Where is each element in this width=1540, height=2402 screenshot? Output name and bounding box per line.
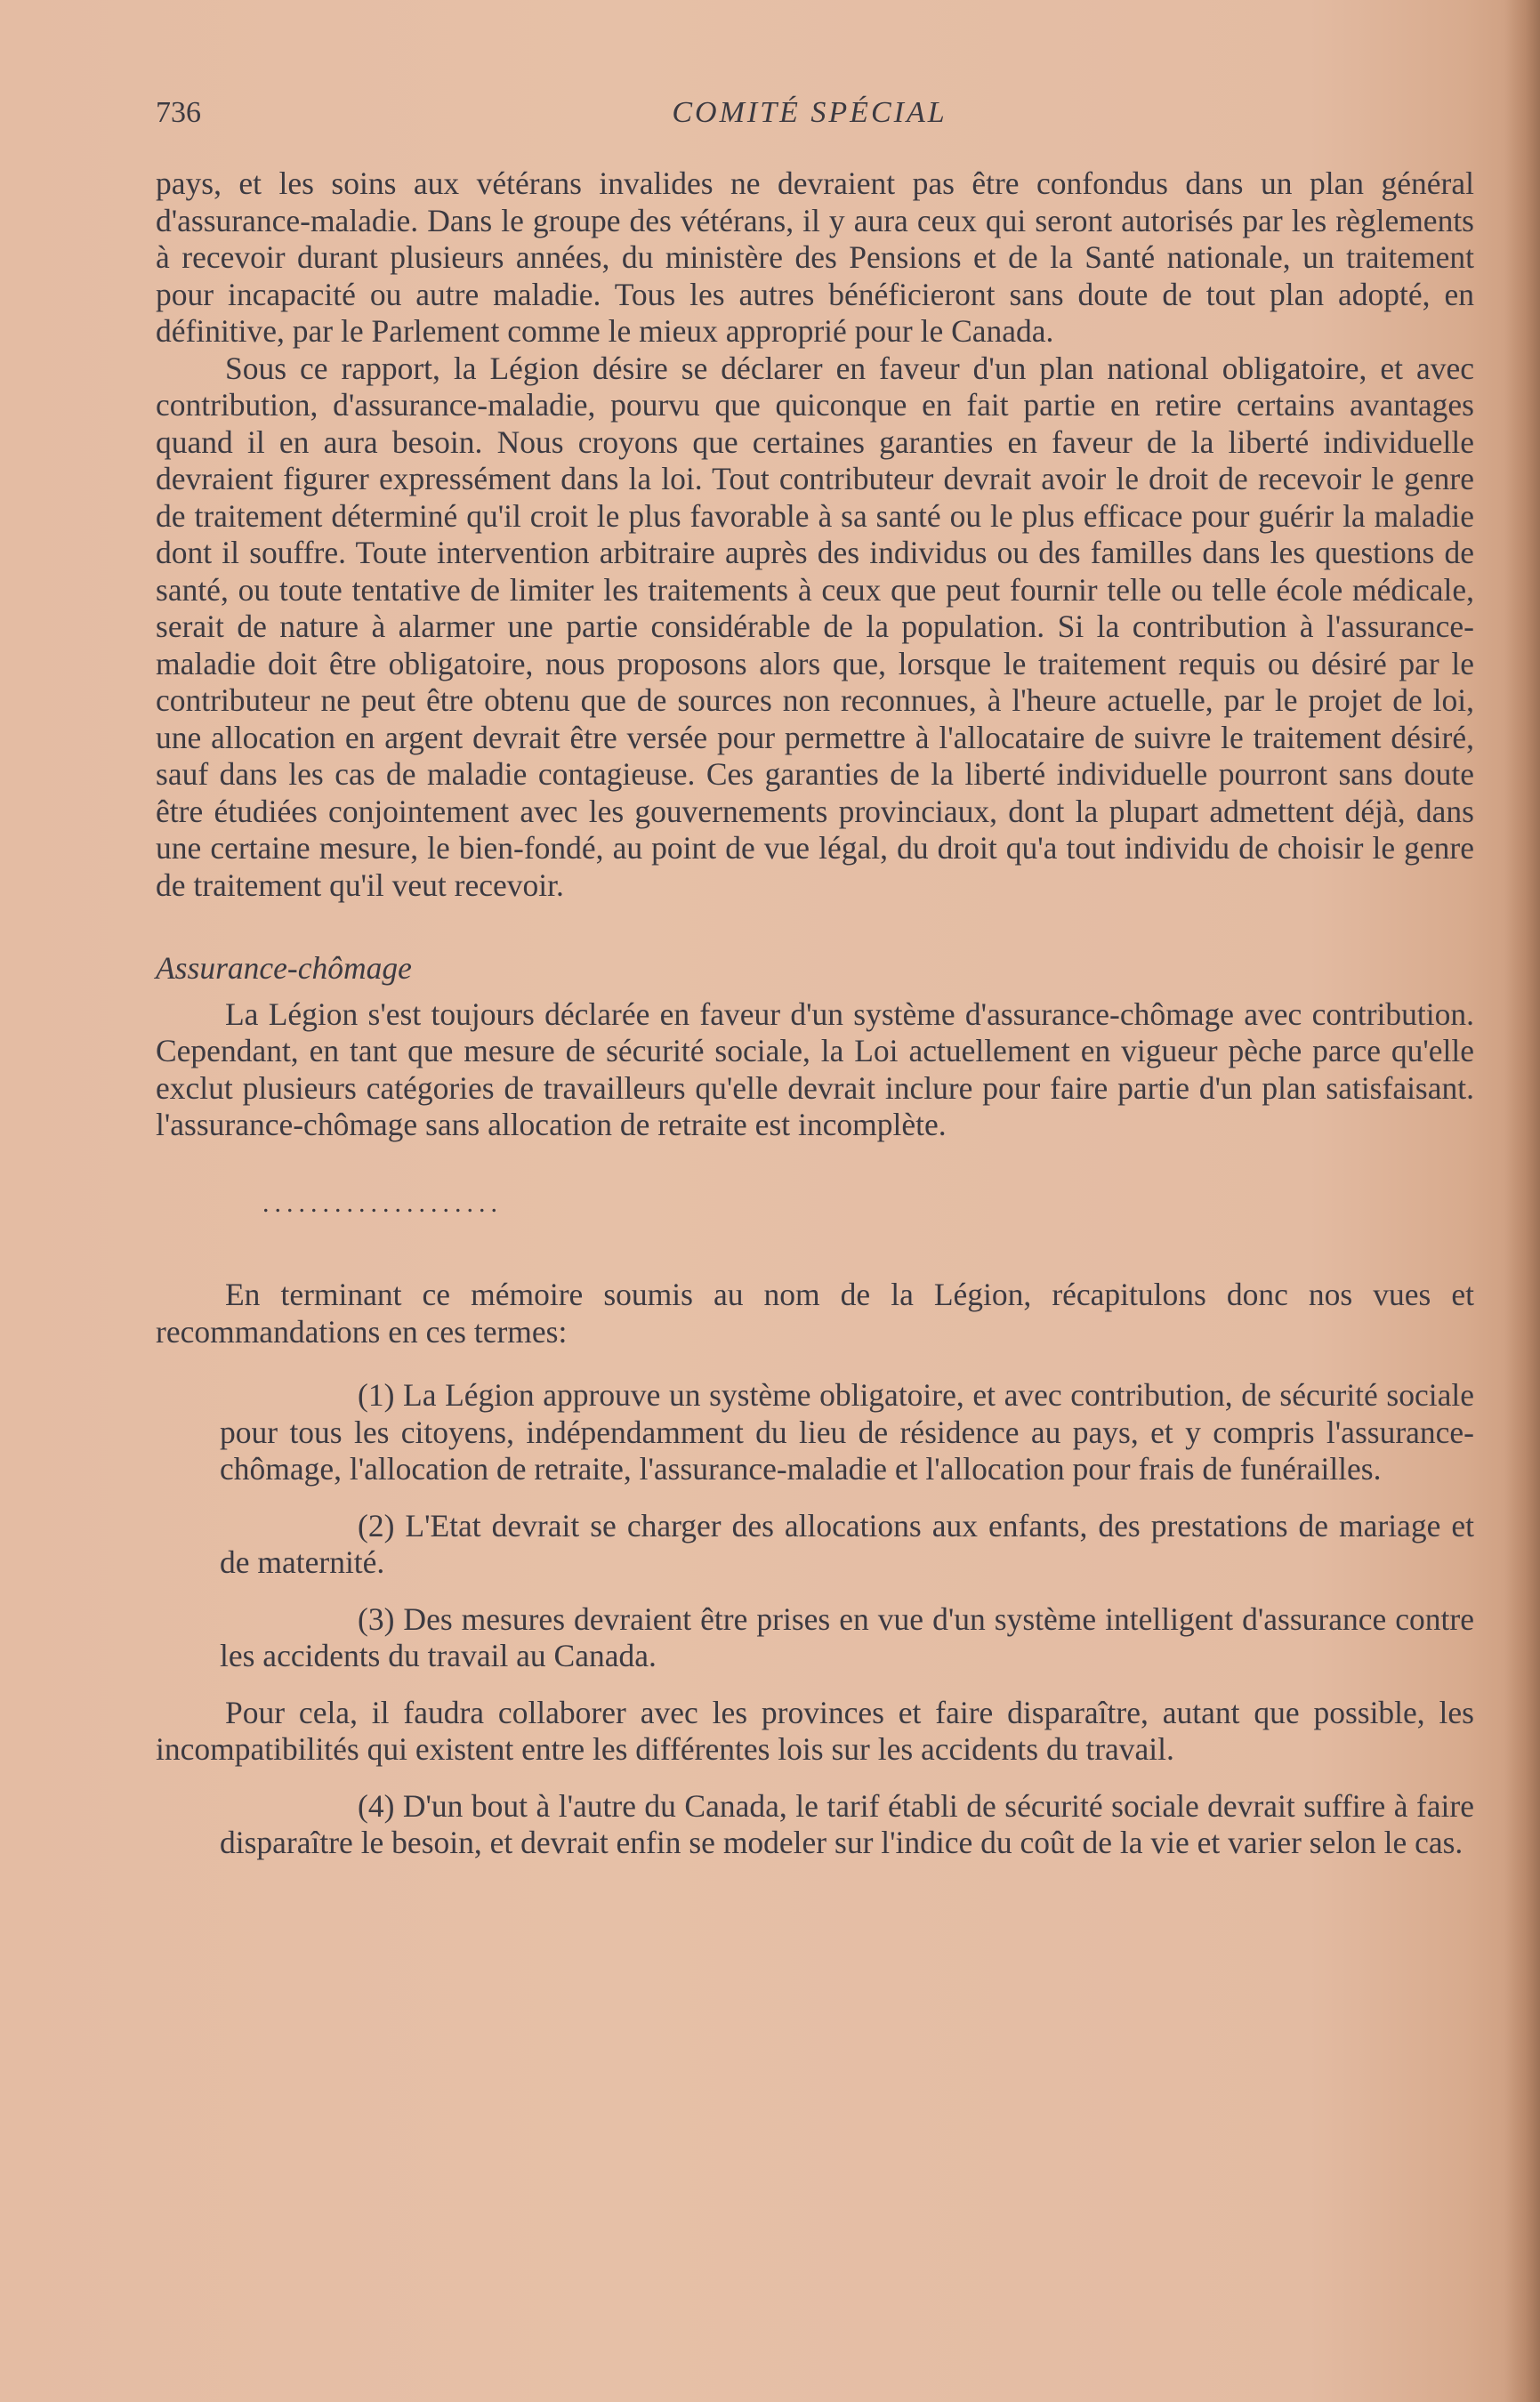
paragraph-health-insurance: Sous ce rapport, la Légion désire se déclarer en faveur d'un plan national obligatoire, et avec contribution, d'assurance-maladie, pourvu que quiconque en fait partie en retire certains avantages quand il en aura besoin. Nous croyons que certaines garanties en faveur de la liberté individuelle devraient figurer expressément dans la loi. Tout contributeur devrait avoir le droit de recevoir le genre de traitement déterminé qu'il croit le plus favorable à sa santé ou le plus efficace pour guérir la maladie dont il souffre. Toute intervention arbitraire auprès des individus ou des familles dans les questions de santé, ou toute tentative de limiter les traitements à ceux que peut fournir telle ou telle école médicale, serait de nature à alarmer une partie considérable de la population. Si la contribution à l'assurance-maladie doit être obligatoire, nous proposons alors que, lorsque le traitement requis ou désiré par le contributeur ne peut être obtenu que de sources non reconnues, à l'heure actuelle, par le projet de loi, une allocation en argent devrait être versée pour permettre à l'allocataire de suivre le traitement désiré, sauf dans les cas de maladie contagieuse. Ces garanties de la liberté individuelle pourront sans doute être étudiées conjointement avec les gouvernements provinciaux, dont la plupart admettent déjà, dans une certaine mesure, le bien-fondé, au point de vue légal, du droit qu'a tout individu de choisir le genre de traitement qu'il veut recevoir. <box>156 350 1474 903</box>
dotted-separator: .................... <box>262 1188 503 1218</box>
page-number: 736 <box>156 96 201 129</box>
page-header <box>156 96 1463 141</box>
recommendation-item-2: (2) L'Etat devrait se charger des allocations aux enfants, des prestations de mariage et de maternité. <box>220 1507 1474 1580</box>
paragraph-veterans-care: pays, et les soins aux vétérans invalides ne devraient pas être confondus dans un plan général d'assurance-maladie. Dans le groupe des vétérans, il y aura ceux qui seront autorisés par les règlements à recevoir durant plusieurs années, du ministère des Pensions et de la Santé nationale, un traitement pour incapacité ou autre maladie. Tous les autres bénéficieront sans doute de tout plan adopté, en définitive, par le Parlement comme le mieux approprié pour le Canada. <box>156 165 1474 349</box>
paragraph-provinces-collaboration: Pour cela, il faudra collaborer avec les provinces et faire disparaître, autant que possible, les incompatibilités qui existent entre les différentes lois sur les accidents du travail. <box>156 1694 1474 1767</box>
running-title: COMITÉ SPÉCIAL <box>672 96 947 129</box>
recommendation-item-1: (1) La Légion approuve un système obligatoire, et avec contribution, de sécurité sociale pour tous les citoyens, indépendamment du lieu de résidence au pays, et y compris l'assurance-chômage, l'allocation de retraite, l'assurance-maladie et l'allocation pour frais de funérailles. <box>220 1377 1474 1487</box>
page-body <box>156 165 1474 1862</box>
section-heading-unemployment-insurance: Assurance-chômage <box>156 950 412 986</box>
paragraph-summary-intro: En terminant ce mémoire soumis au nom de la Légion, récapitulons donc nos vues et recommandations en ces termes: <box>156 1277 1474 1350</box>
recommendation-item-3: (3) Des mesures devraient être prises en vue d'un système intelligent d'assurance contre les accidents du travail au Canada. <box>220 1600 1474 1673</box>
paragraph-unemployment-insurance: La Légion s'est toujours déclarée en faveur d'un système d'assurance-chômage avec contribution. Cependant, en tant que mesure de sécurité sociale, la Loi actuellement en vigueur pèche parce qu'elle exclut plusieurs catégories de travailleurs qu'elle devrait inclure pour faire partie d'un plan satisfaisant. l'assurance-chômage sans allocation de retraite est incomplète. <box>156 995 1474 1142</box>
recommendation-item-4: (4) D'un bout à l'autre du Canada, le tarif établi de sécurité sociale devrait suffire à faire disparaître le besoin, et devrait enfin se modeler sur l'indice du coût de la vie et varier selon le cas. <box>220 1787 1474 1860</box>
page-edge-shadow <box>1504 0 1540 2402</box>
